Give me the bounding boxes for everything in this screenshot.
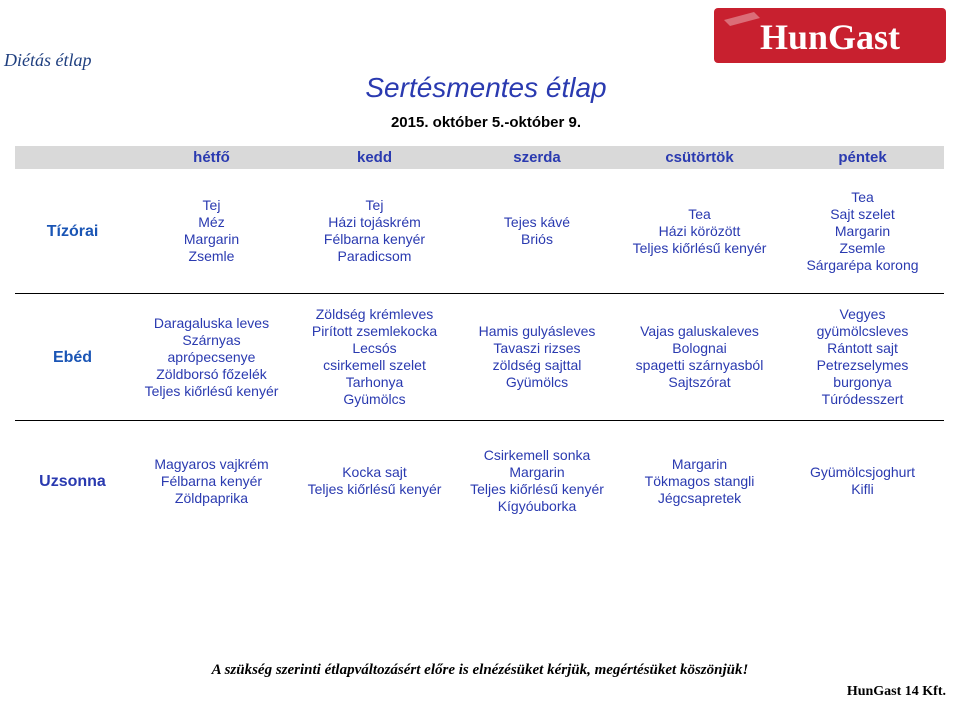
menu-item: Tavaszi rizses (493, 340, 581, 356)
menu-item: Vajas galuskaleves (640, 323, 759, 339)
menu-cell (130, 421, 293, 542)
menu-cell (293, 421, 456, 542)
footer-note: A szükség szerinti étlapváltozásért előre is elnézésüket kérjük, megértésüket köszönjük! (211, 662, 749, 678)
menu-item: Tejes kávé (503, 214, 571, 230)
menu-item: Sajt szelet (830, 205, 895, 222)
menu-item: Tej (202, 197, 221, 213)
menu-item: spagetti szárnyasból (635, 357, 764, 373)
menu-item: Jégcsapretek (657, 489, 742, 506)
menu-item: Zöldség krémleves (315, 306, 434, 322)
hungast-logo (714, 8, 946, 63)
menu-item: Kocka sajt (342, 464, 407, 480)
day-header: csütörtök (618, 146, 781, 169)
menu-item: Házi tojáskrém (328, 214, 421, 230)
menu-cell (618, 421, 781, 542)
menu-item: Házi körözött (658, 222, 741, 239)
menu-item: Margarin (834, 222, 891, 239)
menu-item: Szárnyas (182, 331, 241, 348)
menu-item: Gyümölcs (343, 391, 406, 407)
menu-item: Pirított zsemlekocka (311, 323, 438, 339)
menu-item: Margarin (671, 455, 728, 472)
meal-row-ebed (15, 294, 944, 421)
day-header: péntek (781, 146, 944, 169)
menu-cell (781, 169, 944, 294)
menu-item: Briós (521, 231, 553, 247)
menu-item: Rántott sajt (827, 340, 898, 356)
menu-item: Petrezselymes (816, 357, 909, 373)
menu-cell (456, 169, 618, 294)
menu-item: zöldség sajttal (492, 357, 582, 373)
menu-item: Sajtszórat (668, 374, 731, 390)
menu-item: Túródesszert (821, 391, 904, 407)
menu-item: Margarin (509, 464, 565, 480)
menu-cell (618, 169, 781, 294)
menu-cell (130, 294, 293, 421)
menu-item: Kígyóuborka (497, 498, 577, 514)
menu-item: Tökmagos stangli (644, 472, 755, 489)
menu-item: Sárgarépa korong (806, 256, 919, 273)
menu-item: Félbarna kenyér (160, 472, 263, 489)
menu-item: Teljes kiőrlésű kenyér (470, 481, 604, 497)
meal-row-uzsonna (15, 421, 944, 542)
menu-item: Méz (198, 214, 225, 230)
day-header: szerda (456, 146, 618, 169)
menu-cell (293, 294, 456, 421)
menu-cell (130, 169, 293, 294)
menu-item: Csirkemell sonka (483, 447, 591, 463)
page-title: Sertésmentes étlap (365, 72, 607, 103)
menu-item: Zsemle (839, 239, 886, 256)
menu-item: Kifli (851, 481, 874, 497)
logo-text: HunGast (759, 17, 901, 57)
menu-cell (456, 421, 618, 542)
menu-item: Zöldpaprika (174, 489, 249, 506)
menu-item: Félbarna kenyér (323, 231, 426, 247)
menu-cell (781, 294, 944, 421)
menu-item: Zöldborsó főzelék (156, 365, 267, 382)
menu-item: Vegyes (839, 306, 886, 322)
company-name: HunGast 14 Kft. (846, 684, 946, 699)
menu-item: Magyaros vajkrém (154, 455, 269, 472)
menu-cell (781, 421, 944, 542)
menu-item: Daragaluska leves (153, 314, 270, 331)
menu-item: Hamis gulyásleves (478, 323, 596, 339)
menu-item: Tarhonya (345, 374, 404, 390)
document-label: Diétás étlap (4, 50, 92, 70)
menu-item: Paradicsom (337, 248, 412, 264)
header-corner (15, 146, 130, 169)
menu-cell (456, 294, 618, 421)
meal-label: Ebéd (15, 294, 130, 421)
menu-item: burgonya (833, 374, 892, 390)
meal-row-tizorai (15, 169, 944, 294)
date-range: 2015. október 5.-október 9. (390, 114, 582, 131)
menu-cell (618, 294, 781, 421)
day-header-row (15, 146, 944, 169)
menu-item: Gyümölcs (505, 374, 569, 390)
menu-item: Tea (688, 205, 711, 222)
day-header: kedd (293, 146, 456, 169)
menu-table (15, 146, 944, 541)
menu-item: aprópecsenye (167, 348, 256, 365)
menu-item: Margarin (183, 231, 240, 247)
menu-item: Teljes kiőrlésű kenyér (632, 239, 767, 256)
menu-item: Zsemle (188, 248, 235, 264)
menu-item: Bolognai (672, 340, 727, 356)
meal-label: Tízórai (15, 169, 130, 294)
menu-item: Tea (851, 188, 874, 205)
menu-item: Tej (365, 197, 384, 213)
menu-item: csirkemell szelet (323, 357, 426, 373)
menu-item: gyümölcsleves (816, 323, 909, 339)
menu-cell (293, 169, 456, 294)
menu-item: Gyümölcsjoghurt (809, 464, 916, 480)
menu-item: Teljes kiőrlésű kenyér (144, 382, 279, 399)
menu-item: Lecsós (352, 340, 397, 356)
menu-item: Teljes kiőrlésű kenyér (307, 481, 442, 497)
meal-label: Uzsonna (39, 472, 106, 490)
day-header: hétfő (130, 146, 293, 169)
